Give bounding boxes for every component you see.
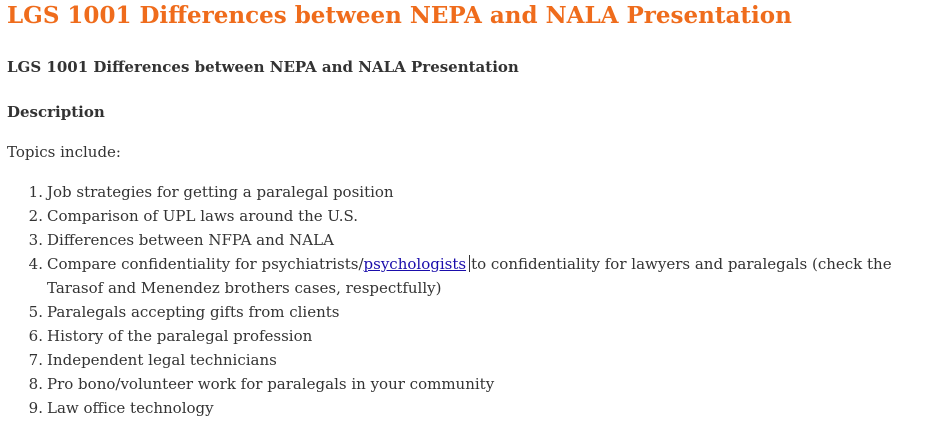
topic-list (47, 180, 927, 420)
document-subtitle: LGS 1001 Differences between NEPA and NALA Presentation (7, 58, 519, 76)
topic-item-4-text-after: to confidentiality for lawyers and paralegals (check the Tarasof and Menendez brothers cases, respectfully) (47, 255, 892, 297)
topic-item-9: Law office technology (47, 399, 214, 417)
topic-item-3: Differences between NFPA and NALA (47, 231, 334, 249)
topic-item-4-text-before: Compare confidentiality for psychiatrists/ (47, 255, 364, 273)
description-heading: Description (7, 103, 105, 121)
page-title: LGS 1001 Differences between NEPA and NALA Presentation (7, 2, 792, 29)
topic-item-1: Job strategies for getting a paralegal position (47, 183, 394, 201)
text-cursor (469, 255, 470, 272)
topic-item-5: Paralegals accepting gifts from clients (47, 303, 340, 321)
topics-intro: Topics include: (7, 143, 121, 161)
topic-item-6: History of the paralegal profession (47, 327, 313, 345)
psychologists-link[interactable]: psychologists (363, 255, 467, 273)
topic-item-2: Comparison of UPL laws around the U.S. (47, 207, 358, 225)
topic-item-8: Pro bono/volunteer work for paralegals in your community (47, 375, 495, 393)
topic-item-7: Independent legal technicians (47, 351, 277, 369)
topic-item-4 (47, 252, 927, 300)
